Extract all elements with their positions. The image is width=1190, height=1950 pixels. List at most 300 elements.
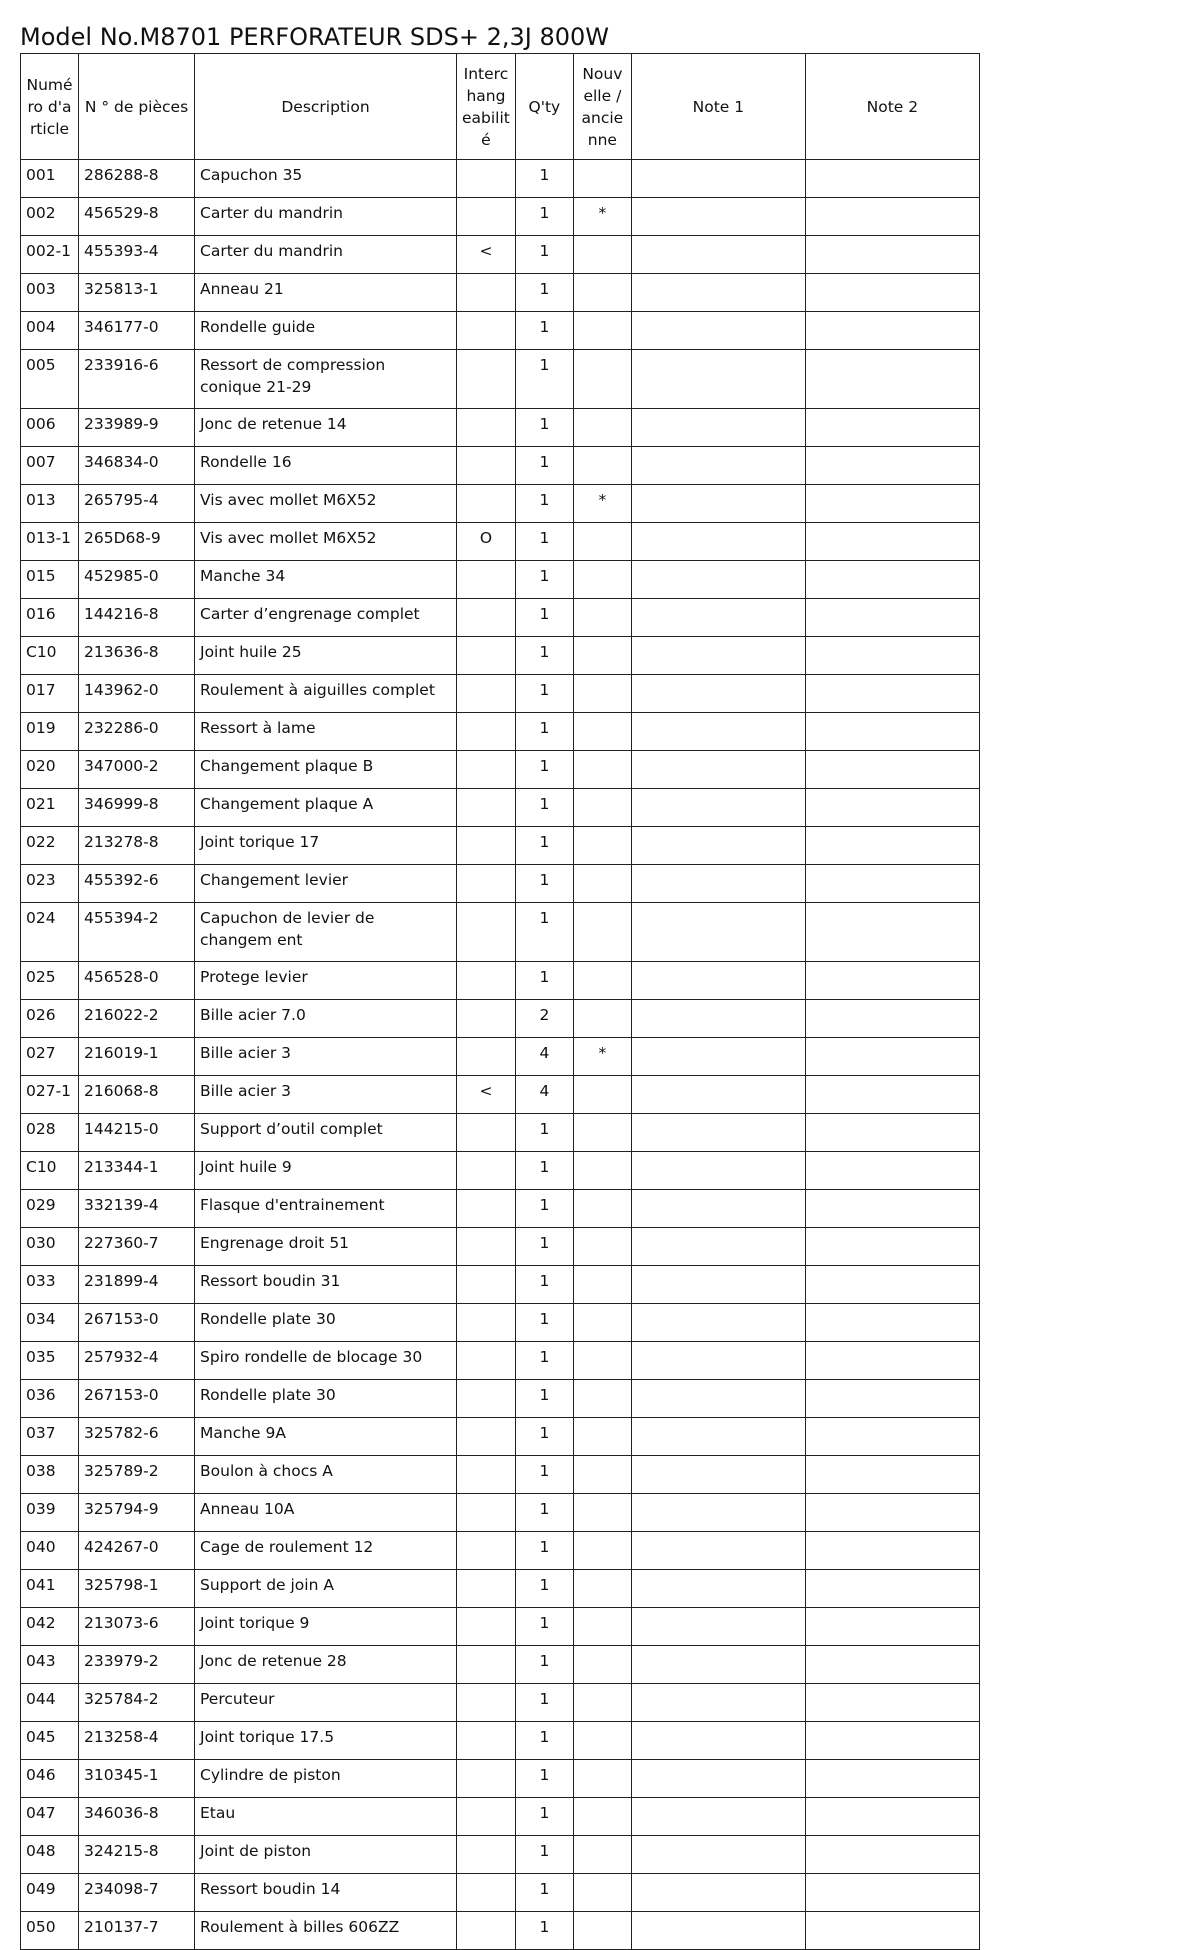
cell-quantity: 1	[515, 751, 573, 789]
cell-new-old	[573, 274, 631, 312]
cell-note-2	[805, 350, 979, 409]
cell-quantity: 1	[515, 637, 573, 675]
cell-interchangeability	[457, 274, 516, 312]
cell-note-1	[631, 1266, 805, 1304]
cell-note-2	[805, 1190, 979, 1228]
cell-note-1	[631, 751, 805, 789]
cell-quantity: 1	[515, 236, 573, 274]
table-row	[21, 1494, 980, 1532]
cell-part-number: 233989-9	[79, 409, 195, 447]
table-row	[21, 312, 980, 350]
cell-quantity: 1	[515, 1760, 573, 1798]
cell-part-number: 213278-8	[79, 827, 195, 865]
cell-note-1	[631, 523, 805, 561]
cell-new-old	[573, 1760, 631, 1798]
table-row	[21, 599, 980, 637]
parts-table-body	[21, 160, 980, 1950]
cell-new-old	[573, 1912, 631, 1950]
cell-note-1	[631, 1114, 805, 1152]
cell-item-number: 006	[21, 409, 79, 447]
cell-note-2	[805, 1114, 979, 1152]
cell-new-old	[573, 637, 631, 675]
cell-quantity: 2	[515, 1000, 573, 1038]
cell-note-2	[805, 1912, 979, 1950]
cell-description: Joint torique 9	[195, 1608, 457, 1646]
cell-new-old	[573, 1722, 631, 1760]
cell-note-1	[631, 1608, 805, 1646]
cell-interchangeability	[457, 751, 516, 789]
cell-description: Ressort boudin 14	[195, 1874, 457, 1912]
cell-quantity: 1	[515, 789, 573, 827]
cell-new-old	[573, 236, 631, 274]
cell-part-number: 324215-8	[79, 1836, 195, 1874]
header-description: Description	[195, 54, 457, 160]
cell-part-number: 265D68-9	[79, 523, 195, 561]
cell-item-number: 016	[21, 599, 79, 637]
cell-interchangeability	[457, 865, 516, 903]
cell-quantity: 1	[515, 274, 573, 312]
cell-note-2	[805, 1228, 979, 1266]
cell-note-2	[805, 1532, 979, 1570]
cell-note-2	[805, 1152, 979, 1190]
header-note-2: Note 2	[805, 54, 979, 160]
cell-part-number: 143962-0	[79, 675, 195, 713]
cell-note-1	[631, 1456, 805, 1494]
cell-item-number: 001	[21, 160, 79, 198]
cell-description: Rondelle plate 30	[195, 1380, 457, 1418]
cell-note-2	[805, 523, 979, 561]
cell-note-1	[631, 1228, 805, 1266]
cell-note-1	[631, 1342, 805, 1380]
cell-note-2	[805, 485, 979, 523]
cell-note-2	[805, 274, 979, 312]
cell-quantity: 1	[515, 160, 573, 198]
cell-description: Joint huile 9	[195, 1152, 457, 1190]
table-row	[21, 1266, 980, 1304]
cell-part-number: 452985-0	[79, 561, 195, 599]
cell-new-old	[573, 561, 631, 599]
cell-new-old	[573, 1000, 631, 1038]
cell-part-number: 346999-8	[79, 789, 195, 827]
table-row	[21, 1380, 980, 1418]
table-row	[21, 1532, 980, 1570]
cell-interchangeability	[457, 962, 516, 1000]
cell-interchangeability	[457, 827, 516, 865]
cell-item-number: 013	[21, 485, 79, 523]
cell-note-1	[631, 447, 805, 485]
cell-new-old	[573, 160, 631, 198]
cell-item-number: 045	[21, 1722, 79, 1760]
cell-description: Capuchon 35	[195, 160, 457, 198]
cell-interchangeability	[457, 713, 516, 751]
cell-quantity: 1	[515, 409, 573, 447]
cell-description: Changement levier	[195, 865, 457, 903]
cell-part-number: 456529-8	[79, 198, 195, 236]
table-row	[21, 274, 980, 312]
cell-item-number: 004	[21, 312, 79, 350]
cell-interchangeability	[457, 789, 516, 827]
cell-note-1	[631, 962, 805, 1000]
cell-note-2	[805, 1456, 979, 1494]
cell-part-number: 213636-8	[79, 637, 195, 675]
cell-quantity: 1	[515, 1456, 573, 1494]
cell-item-number: 037	[21, 1418, 79, 1456]
cell-description: Roulement à aiguilles complet	[195, 675, 457, 713]
cell-new-old	[573, 751, 631, 789]
table-row	[21, 160, 980, 198]
cell-new-old	[573, 675, 631, 713]
cell-interchangeability: O	[457, 523, 516, 561]
cell-note-2	[805, 1646, 979, 1684]
cell-item-number: 050	[21, 1912, 79, 1950]
table-row	[21, 447, 980, 485]
table-row	[21, 1912, 980, 1950]
cell-new-old	[573, 1266, 631, 1304]
cell-quantity: 1	[515, 1114, 573, 1152]
table-row	[21, 1684, 980, 1722]
cell-part-number: 325789-2	[79, 1456, 195, 1494]
table-row	[21, 1608, 980, 1646]
cell-new-old	[573, 409, 631, 447]
table-row	[21, 485, 980, 523]
cell-description: Joint torique 17	[195, 827, 457, 865]
cell-note-1	[631, 1684, 805, 1722]
cell-note-2	[805, 713, 979, 751]
table-row	[21, 1076, 980, 1114]
cell-note-2	[805, 1608, 979, 1646]
cell-interchangeability	[457, 1684, 516, 1722]
table-row	[21, 1152, 980, 1190]
cell-new-old	[573, 1190, 631, 1228]
cell-item-number: 043	[21, 1646, 79, 1684]
cell-quantity: 1	[515, 523, 573, 561]
cell-part-number: 346177-0	[79, 312, 195, 350]
cell-description: Vis avec mollet M6X52	[195, 485, 457, 523]
cell-item-number: 007	[21, 447, 79, 485]
cell-interchangeability	[457, 1874, 516, 1912]
cell-new-old	[573, 713, 631, 751]
cell-part-number: 267153-0	[79, 1380, 195, 1418]
cell-quantity: 1	[515, 1912, 573, 1950]
cell-item-number: 039	[21, 1494, 79, 1532]
cell-note-1	[631, 1570, 805, 1608]
cell-interchangeability	[457, 1608, 516, 1646]
cell-quantity: 1	[515, 1874, 573, 1912]
table-row	[21, 1760, 980, 1798]
cell-new-old	[573, 1304, 631, 1342]
cell-quantity: 1	[515, 1570, 573, 1608]
table-row	[21, 523, 980, 561]
cell-note-2	[805, 1000, 979, 1038]
cell-item-number: 048	[21, 1836, 79, 1874]
cell-item-number: 047	[21, 1798, 79, 1836]
cell-quantity: 1	[515, 1152, 573, 1190]
cell-note-2	[805, 962, 979, 1000]
cell-note-1	[631, 1836, 805, 1874]
cell-item-number: 034	[21, 1304, 79, 1342]
cell-note-2	[805, 1076, 979, 1114]
cell-note-2	[805, 1874, 979, 1912]
cell-note-1	[631, 865, 805, 903]
cell-quantity: 1	[515, 561, 573, 599]
cell-interchangeability	[457, 1418, 516, 1456]
cell-item-number: 025	[21, 962, 79, 1000]
cell-item-number: 036	[21, 1380, 79, 1418]
table-row	[21, 1228, 980, 1266]
cell-description: Roulement à billes 606ZZ	[195, 1912, 457, 1950]
cell-new-old	[573, 1418, 631, 1456]
table-row	[21, 1000, 980, 1038]
cell-item-number: 002	[21, 198, 79, 236]
cell-new-old	[573, 865, 631, 903]
header-part-number: N ° de pièces	[79, 54, 195, 160]
cell-note-2	[805, 903, 979, 962]
cell-interchangeability	[457, 1456, 516, 1494]
cell-interchangeability	[457, 1266, 516, 1304]
cell-note-1	[631, 903, 805, 962]
cell-note-2	[805, 561, 979, 599]
cell-new-old	[573, 1570, 631, 1608]
cell-interchangeability	[457, 1038, 516, 1076]
cell-interchangeability	[457, 1722, 516, 1760]
cell-interchangeability	[457, 1532, 516, 1570]
cell-quantity: 1	[515, 1380, 573, 1418]
cell-item-number: 040	[21, 1532, 79, 1570]
cell-part-number: 325794-9	[79, 1494, 195, 1532]
header-row	[21, 54, 980, 160]
cell-note-1	[631, 675, 805, 713]
cell-description: Carter du mandrin	[195, 236, 457, 274]
cell-description: Carter du mandrin	[195, 198, 457, 236]
cell-interchangeability	[457, 485, 516, 523]
cell-description: Bille acier 3	[195, 1038, 457, 1076]
table-row	[21, 637, 980, 675]
cell-note-2	[805, 1266, 979, 1304]
cell-interchangeability	[457, 1760, 516, 1798]
cell-part-number: 227360-7	[79, 1228, 195, 1266]
cell-description: Changement plaque B	[195, 751, 457, 789]
cell-new-old	[573, 1228, 631, 1266]
cell-description: Capuchon de levier de changem ent	[195, 903, 457, 962]
cell-new-old	[573, 1836, 631, 1874]
cell-part-number: 233916-6	[79, 350, 195, 409]
table-row	[21, 1038, 980, 1076]
table-row	[21, 903, 980, 962]
table-row	[21, 1798, 980, 1836]
cell-quantity: 1	[515, 485, 573, 523]
cell-item-number: 042	[21, 1608, 79, 1646]
cell-interchangeability: <	[457, 236, 516, 274]
table-row	[21, 1190, 980, 1228]
cell-description: Manche 34	[195, 561, 457, 599]
cell-new-old	[573, 1076, 631, 1114]
cell-new-old	[573, 1114, 631, 1152]
cell-interchangeability	[457, 1228, 516, 1266]
cell-new-old	[573, 1684, 631, 1722]
cell-item-number: 024	[21, 903, 79, 962]
cell-interchangeability	[457, 1570, 516, 1608]
cell-part-number: 144216-8	[79, 599, 195, 637]
cell-interchangeability	[457, 561, 516, 599]
cell-description: Cylindre de piston	[195, 1760, 457, 1798]
cell-note-2	[805, 312, 979, 350]
table-row	[21, 751, 980, 789]
cell-new-old	[573, 962, 631, 1000]
header-item-number: Numé ro d'a rticle	[21, 54, 79, 160]
header-quantity: Q'ty	[515, 54, 573, 160]
cell-quantity: 1	[515, 1532, 573, 1570]
table-row	[21, 236, 980, 274]
cell-part-number: 286288-8	[79, 160, 195, 198]
cell-interchangeability	[457, 1342, 516, 1380]
cell-item-number: 035	[21, 1342, 79, 1380]
table-row	[21, 1646, 980, 1684]
cell-note-1	[631, 1874, 805, 1912]
cell-part-number: 455393-4	[79, 236, 195, 274]
cell-note-1	[631, 713, 805, 751]
cell-quantity: 4	[515, 1038, 573, 1076]
cell-item-number: C10	[21, 637, 79, 675]
cell-quantity: 1	[515, 1836, 573, 1874]
cell-item-number: 046	[21, 1760, 79, 1798]
header-note-1: Note 1	[631, 54, 805, 160]
cell-note-2	[805, 447, 979, 485]
cell-quantity: 1	[515, 198, 573, 236]
cell-part-number: 231899-4	[79, 1266, 195, 1304]
cell-new-old	[573, 1380, 631, 1418]
cell-description: Flasque d'entrainement	[195, 1190, 457, 1228]
cell-quantity: 1	[515, 1722, 573, 1760]
cell-note-1	[631, 1304, 805, 1342]
cell-new-old	[573, 312, 631, 350]
cell-interchangeability	[457, 599, 516, 637]
cell-new-old	[573, 1874, 631, 1912]
cell-note-1	[631, 1380, 805, 1418]
table-row	[21, 1304, 980, 1342]
table-row	[21, 1874, 980, 1912]
cell-interchangeability	[457, 1912, 516, 1950]
cell-quantity: 1	[515, 1494, 573, 1532]
cell-part-number: 216068-8	[79, 1076, 195, 1114]
cell-note-1	[631, 312, 805, 350]
cell-note-2	[805, 1570, 979, 1608]
cell-interchangeability	[457, 1798, 516, 1836]
table-row	[21, 1114, 980, 1152]
cell-note-2	[805, 599, 979, 637]
cell-part-number: 455392-6	[79, 865, 195, 903]
cell-item-number: 044	[21, 1684, 79, 1722]
cell-item-number: 027-1	[21, 1076, 79, 1114]
cell-new-old	[573, 903, 631, 962]
cell-description: Anneau 21	[195, 274, 457, 312]
cell-quantity: 1	[515, 312, 573, 350]
cell-new-old	[573, 827, 631, 865]
cell-interchangeability	[457, 1114, 516, 1152]
table-row	[21, 1722, 980, 1760]
cell-note-2	[805, 160, 979, 198]
cell-quantity: 1	[515, 1304, 573, 1342]
cell-interchangeability	[457, 160, 516, 198]
cell-new-old: *	[573, 485, 631, 523]
cell-description: Bille acier 7.0	[195, 1000, 457, 1038]
cell-quantity: 1	[515, 1684, 573, 1722]
cell-part-number: 346036-8	[79, 1798, 195, 1836]
cell-item-number: 038	[21, 1456, 79, 1494]
cell-note-2	[805, 1380, 979, 1418]
cell-interchangeability	[457, 637, 516, 675]
cell-part-number: 233979-2	[79, 1646, 195, 1684]
cell-interchangeability	[457, 675, 516, 713]
cell-part-number: 213258-4	[79, 1722, 195, 1760]
cell-new-old	[573, 1798, 631, 1836]
cell-new-old	[573, 1646, 631, 1684]
cell-description: Cage de roulement 12	[195, 1532, 457, 1570]
cell-part-number: 455394-2	[79, 903, 195, 962]
cell-part-number: 456528-0	[79, 962, 195, 1000]
cell-note-2	[805, 409, 979, 447]
table-row	[21, 962, 980, 1000]
cell-quantity: 1	[515, 1418, 573, 1456]
cell-quantity: 1	[515, 903, 573, 962]
cell-new-old	[573, 1494, 631, 1532]
cell-part-number: 332139-4	[79, 1190, 195, 1228]
cell-note-1	[631, 1152, 805, 1190]
cell-quantity: 1	[515, 1342, 573, 1380]
cell-quantity: 1	[515, 827, 573, 865]
cell-item-number: 013-1	[21, 523, 79, 561]
cell-note-1	[631, 1532, 805, 1570]
cell-part-number: 216019-1	[79, 1038, 195, 1076]
cell-new-old	[573, 1608, 631, 1646]
cell-part-number: 267153-0	[79, 1304, 195, 1342]
cell-interchangeability	[457, 350, 516, 409]
cell-note-1	[631, 1798, 805, 1836]
cell-note-1	[631, 1418, 805, 1456]
cell-note-2	[805, 1038, 979, 1076]
cell-new-old	[573, 599, 631, 637]
cell-description: Support de join A	[195, 1570, 457, 1608]
cell-note-2	[805, 865, 979, 903]
cell-quantity: 1	[515, 865, 573, 903]
cell-note-1	[631, 409, 805, 447]
table-row	[21, 409, 980, 447]
cell-item-number: 030	[21, 1228, 79, 1266]
cell-item-number: 049	[21, 1874, 79, 1912]
table-row	[21, 1456, 980, 1494]
cell-item-number: 022	[21, 827, 79, 865]
cell-interchangeability	[457, 1494, 516, 1532]
page-title: Model No.M8701 PERFORATEUR SDS+ 2,3J 800W	[20, 23, 610, 51]
cell-quantity: 1	[515, 713, 573, 751]
cell-quantity: 1	[515, 1228, 573, 1266]
cell-description: Anneau 10A	[195, 1494, 457, 1532]
cell-note-2	[805, 1684, 979, 1722]
table-row	[21, 1836, 980, 1874]
cell-new-old	[573, 1152, 631, 1190]
cell-description: Joint torique 17.5	[195, 1722, 457, 1760]
cell-description: Support d’outil complet	[195, 1114, 457, 1152]
cell-interchangeability	[457, 1836, 516, 1874]
cell-part-number: 144215-0	[79, 1114, 195, 1152]
cell-part-number: 325782-6	[79, 1418, 195, 1456]
cell-new-old	[573, 789, 631, 827]
cell-description: Carter d’engrenage complet	[195, 599, 457, 637]
cell-part-number: 234098-7	[79, 1874, 195, 1912]
cell-note-2	[805, 1836, 979, 1874]
cell-description: Vis avec mollet M6X52	[195, 523, 457, 561]
cell-note-1	[631, 1722, 805, 1760]
cell-item-number: 028	[21, 1114, 79, 1152]
